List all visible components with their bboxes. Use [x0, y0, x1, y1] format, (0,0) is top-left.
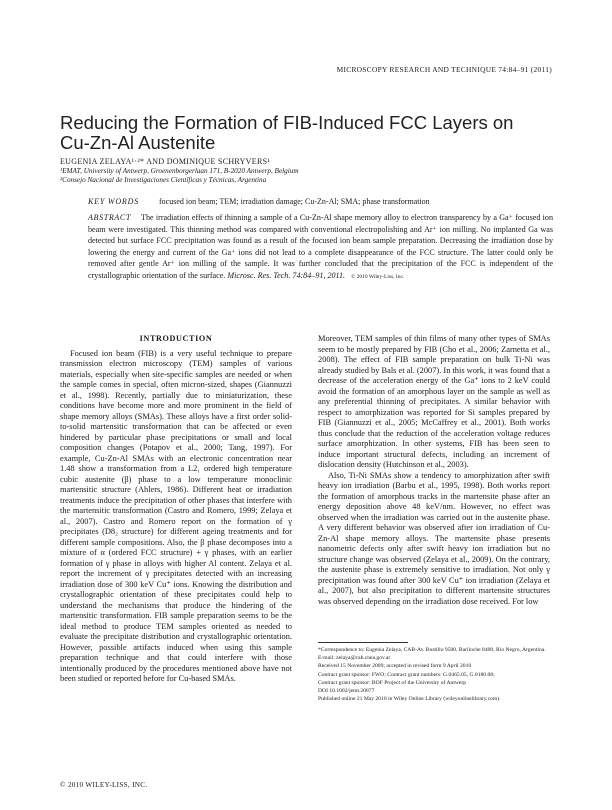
author-list: EUGENIA ZELAYA¹·²* AND DOMINIQUE SCHRYVERS¹	[60, 157, 271, 166]
abstract-text: The irradiation effects of thinning a sample of a Cu-Zn-Al shape memory alloy to electron transparency by a Ga⁺ focused ion beam were investigated. This thinning method was compared with conventional electropolishing and Ar⁺ ion milling. No implanted Ga was detected but surface FCC precipitation was found as a result of the focused ion beam sample preparation. Decreasing the irradiation dose by lowering the energy and current of the Ga⁺ ions did not lead to a complete disappearance of the FCC structure. The latter could only be removed after gentle Ar⁺ ion milling of the sample. It was further concluded that the precipitation of the FCC is independent of the crystallographic orientation of the surface.	[88, 213, 553, 280]
footnote-line: DOI 10.1002/jemt.20877	[318, 688, 375, 695]
footnote-line: Contract grant sponsor: FWO; Contract grant numbers: G.0465.05, G.0180.08;	[318, 671, 495, 678]
publisher-copyright: © 2010 WILEY-LISS, INC.	[60, 781, 148, 789]
keywords	[88, 197, 430, 206]
keywords-label: KEY WORDS	[88, 197, 139, 206]
title-line: Reducing the Formation of FIB-Induced FCC Layers on	[60, 112, 514, 133]
footnote-line: Contract grant sponsor: BOF Project of the University of Antwerp	[318, 679, 467, 686]
footnote-line: Received 15 November 2009; accepted in revised form 9 April 2010	[318, 663, 472, 670]
footnote-line: *Correspondence to: Eugenia Zelaya, CAB-Av. Bustillo 9500, Bariloche 8400, Río Negro, Argentina. E-mail: zelaya@cab.cnea.gov.ar	[318, 647, 546, 662]
right-column	[318, 334, 550, 607]
body-paragraph: Also, Ti-Ni SMAs show a tendency to amorphization after swift heavy ion irradiation (Barbu et al., 1995, 1998). Both works report the formation of amorphous tracks in the martensite phase after an energy deposition above 48 keV/nm. However, no effect was observed when the irradiation was carried out in the austenite phase. A very different behavior was observed after ion irradiation of Cu-Zn-Al shape memory alloys. The martensite phase presents nanometric defects only after swift heavy ion irradiation but no structure change was observed (Zelaya et al., 2009). On the contrary, the austenite phase is extremely sensitive to irradiation. Not only γ precipitation was found after 300 keV Cu⁺ ion irradiation (Zelaya et al., 2007), but also precipitation to different martensite structures was observed depending on the irradiation dose received. For low	[318, 470, 550, 606]
footnote-line: Published online 21 May 2010 in Wiley Online Library (wileyonlinelibrary.com).	[318, 696, 501, 703]
keywords-text: focused ion beam; TEM; irradiation damage; Cu-Zn-Al; SMA; phase transformation	[158, 197, 430, 206]
body-paragraph: Focused ion beam (FIB) is a very useful technique to prepare transmission electron microscopy (TEM) samples of various materials, especially when site-specific samples are needed or when the sample comes in special, often micron-sized, shapes (Giannuzzi et al., 1998). Recently, partially due to miniaturization, these conditions have become more and more prominent in the field of shape memory alloys (SMAs). These alloys have a first order solid-to-solid martensitic transformation that can be affected or even hindered by particular phase precipitations or small and local composition changes (Potapov et al., 2000; Tang, 1997). For example, Cu-Zn-Al SMAs with an electronic concentration near 1.48 show a transformation from a L2₁ ordered high temperature cubic austenite (β) phase to a low temperature monoclinic martensitic structure (Ahlers, 1986). Different heat or irradiation treatments induce the precipitation of other phases that interfere with the martensitic transformation (Castro and Romero, 1999; Zelaya et al., 2007). Castro and Romero report on the formation of γ precipitates (D8₂ structure) for different ageing treatments and for different sample compositions. Also, the β phase decomposes into a mixture of α (ordered FCC structure) + γ phases, with an earlier formation of γ phase in alloys with higher Al content. Zelaya et al. report the increment of γ precipitates detected with an increasing irradiation dose of 300 keV Cu⁺ ions. Knowing the distribution and crystallographic orientation of these precipitates could help to understand the mechanisms that produce the hindering of the martensitic transformation. FIB sample preparation seems to be the ideal method to produce TEM samples oriented as needed to evaluate the precipitate distribution and crystallographic orientation. However, possible artifacts induced when using this sample preparation technique and that could interfere with those intentionally produced by the procedures mentioned above have not been studied or reported before for Cu-based SMAs.	[60, 348, 292, 683]
body-paragraph: Moreover, TEM samples of thin films of many other types of SMAs seem to be mostly prepared by FIB (Cho et al., 2006; Zarnetta et al., 2008). The effect of FIB sample preparation on bulk Ti-Ni was already studied by Bals et al. (2007). In this work, it was found that a decrease of the acceleration energy of the Ga⁺ ions to 2 keV could avoid the formation of an amorphous layer on the sample as well as any preferential thinning of precipitates. A similar behavior with respect to amorphization was reported for Si samples prepared by FIB (Giannuzzi et al., 2005; McCaffrey et al., 2001). Both works thus conclude that the reduction of the acceleration voltage reduces surface amorphization. In other systems, FIB has been seen to induce important structural defects, including an increment of dislocation density (Hutchinson et al., 2003).	[318, 334, 550, 469]
footnotes	[318, 646, 550, 703]
section-heading: INTRODUCTION	[139, 334, 213, 343]
abstract	[88, 212, 553, 283]
affiliation: ¹EMAT, University of Antwerp, Groenenborgerlaan 171, B-2020 Antwerp, Belgium	[60, 167, 299, 175]
affiliation: ²Consejo Nacional de Investigaciones Científicas y Técnicas, Argentina	[60, 176, 267, 184]
running-head: MICROSCOPY RESEARCH AND TECHNIQUE 74:84–91 (2011)	[336, 65, 552, 74]
footnote-rule	[318, 642, 408, 643]
paper-title	[60, 113, 560, 153]
abstract-copyright: © 2010 Wiley-Liss, Inc.	[351, 273, 405, 280]
abstract-citation: Microsc. Res. Tech. 74:84–91, 2011.	[227, 270, 346, 280]
left-column	[60, 334, 292, 685]
title-line: Cu-Zn-Al Austenite	[60, 132, 216, 153]
abstract-label: ABSTRACT	[88, 213, 132, 222]
